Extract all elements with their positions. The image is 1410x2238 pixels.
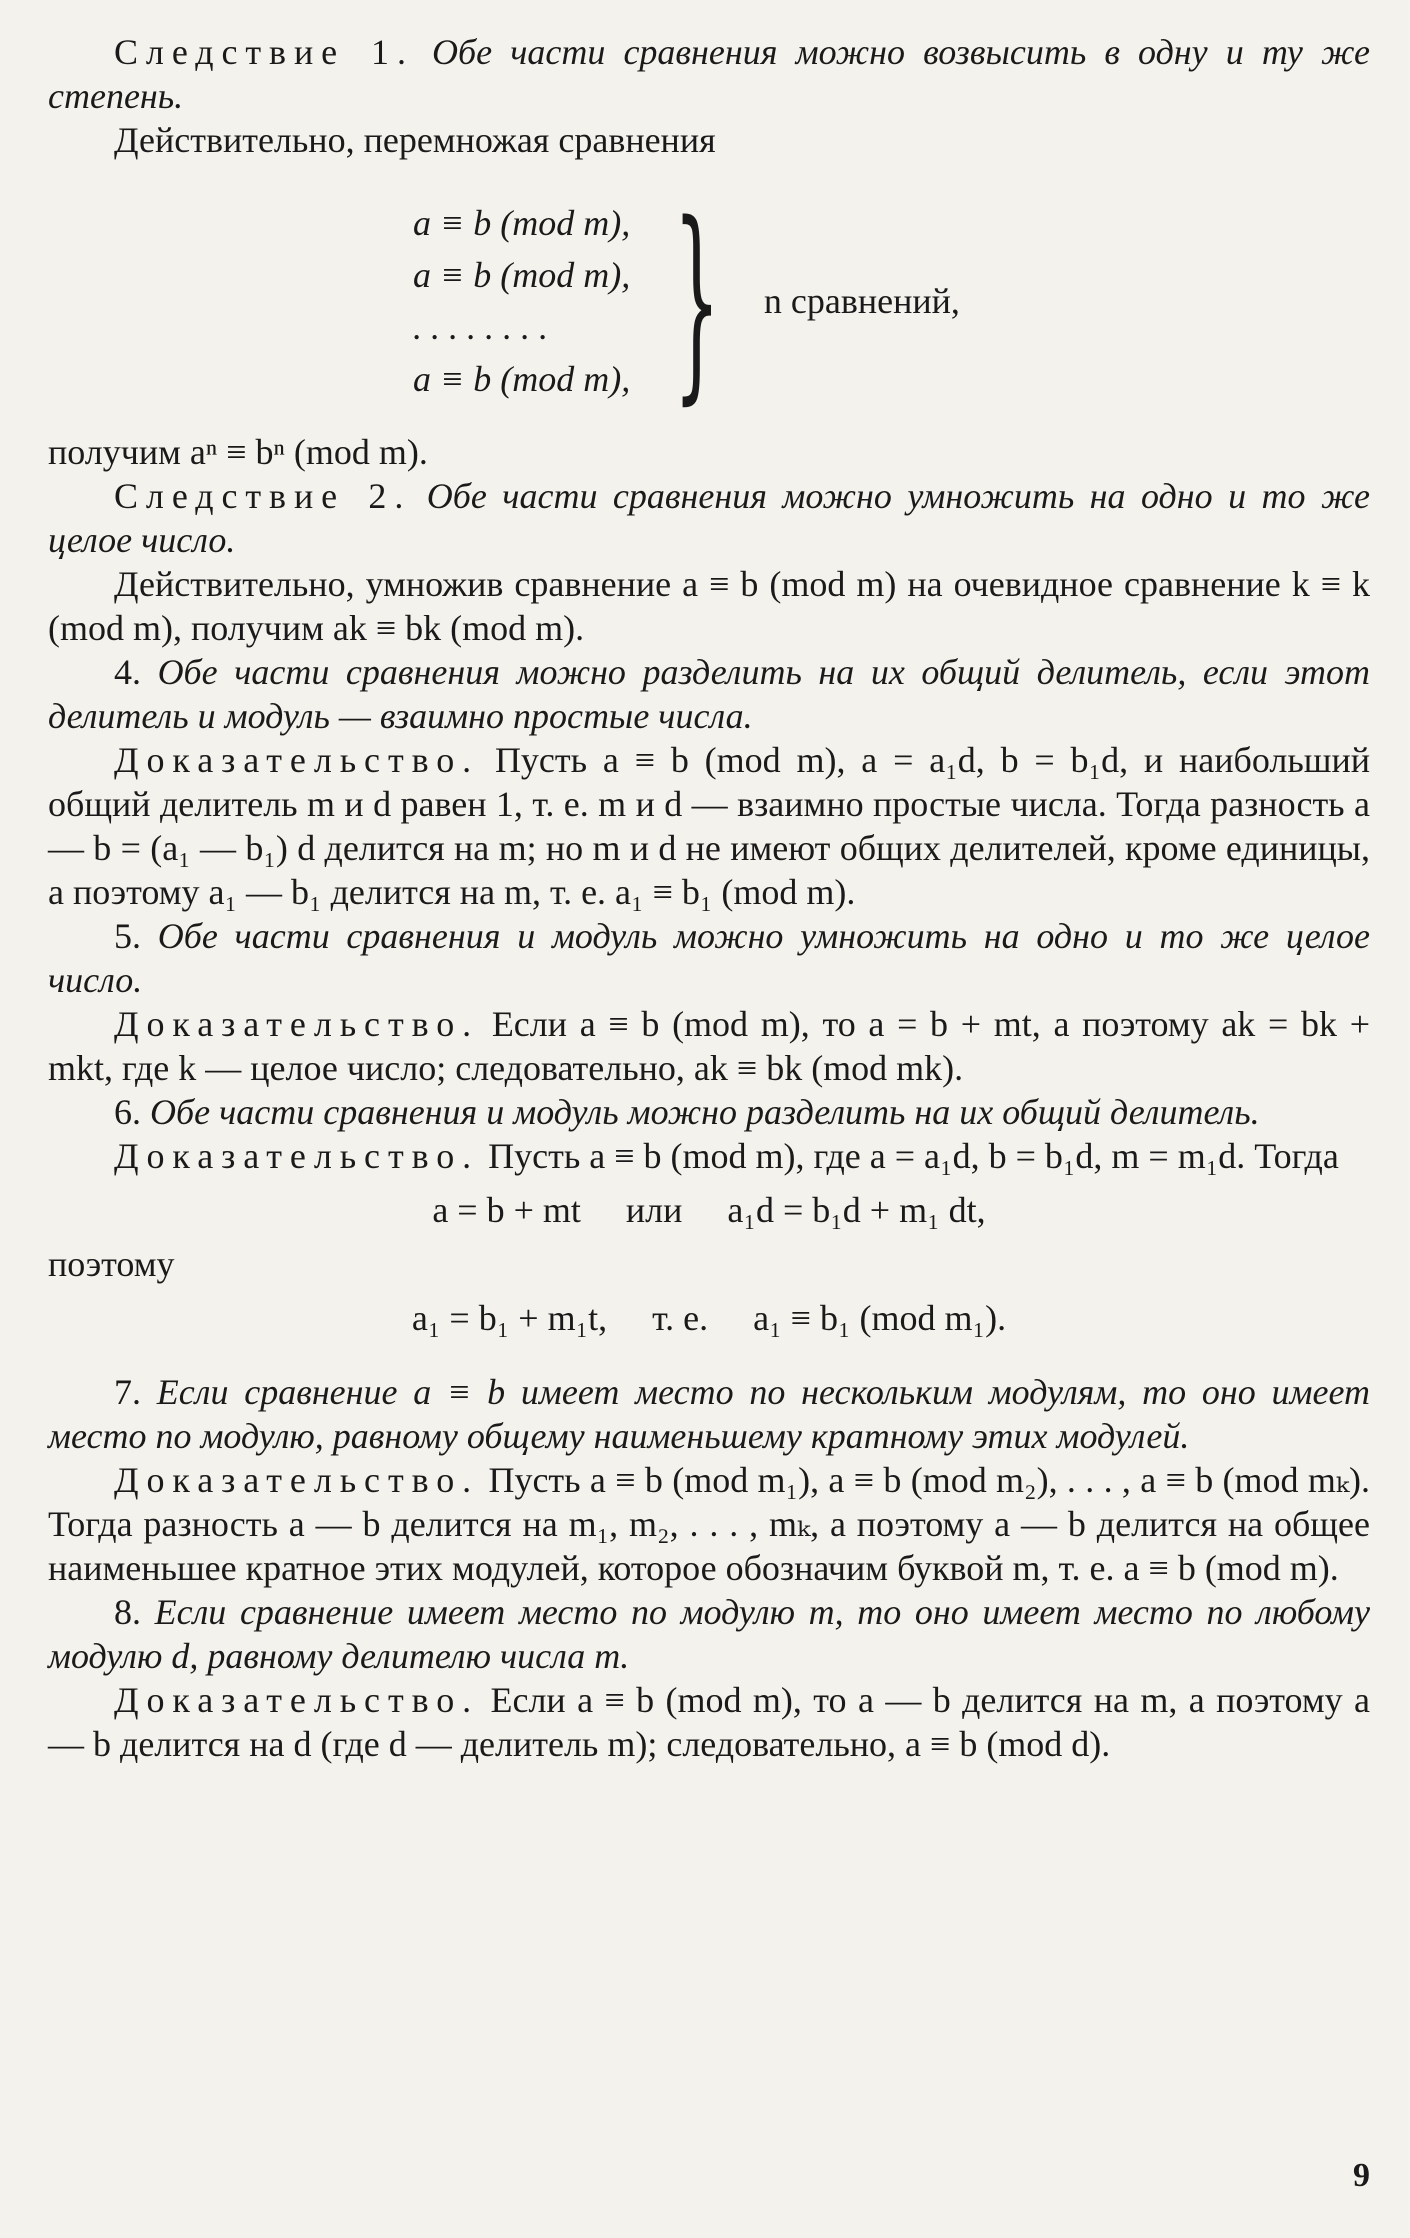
property-7: [48, 1370, 1370, 1458]
property-7-proof-text: Пусть a ≡ b (mod m₁), a ≡ b (mod m₂), . . . , a ≡ b (mod mₖ). Тогда разность a — b делится на m₁, m₂, . . . , mₖ, а поэтому a — b делится на общее наименьшее кратное этих модулей, которое обозначим буквой m, т. е. a ≡ b (mod m).: [48, 1460, 1370, 1588]
property-6-statement: Обе части сравнения и модуль можно разделить на их общий делитель.: [150, 1092, 1260, 1132]
corollary-1-heading: Следствие 1.: [114, 32, 414, 72]
property-8-number: 8.: [114, 1592, 141, 1632]
system-label: n сравнений,: [763, 281, 960, 321]
property-4-statement: Обе части сравнения можно разделить на их общий делитель, если этот делитель и модуль — взаимно простые числа.: [48, 652, 1370, 736]
system-line: . . . . . . . .: [413, 307, 548, 347]
property-6-equation-2: a₁ = b₁ + m₁t, т. е. a₁ ≡ b₁ (mod m₁).: [411, 1298, 1007, 1338]
property-7-statement: Если сравнение a ≡ b имеет место по нескольким модулям, то оно имеет место по модулю, равному общему наименьшему кратному этих модулей.: [48, 1372, 1370, 1456]
property-5-proof-text: Если a ≡ b (mod m), то a = b + mt, а поэтому ak = bk + mkt, где k — целое число; следовательно, ak ≡ bk (mod mk).: [48, 1004, 1370, 1088]
property-6-equation-1: a = b + mt или a₁d = b₁d + m₁ dt,: [432, 1190, 986, 1230]
system-lines: [413, 197, 630, 405]
corollary-2: [48, 474, 1370, 562]
property-4-number: 4.: [114, 652, 141, 692]
proof-heading: Доказательство.: [114, 740, 480, 780]
page-number: 9: [1353, 2157, 1370, 2194]
property-6-proof-text: Пусть a ≡ b (mod m), где a = a₁d, b = b₁d, m = m₁d. Тогда: [488, 1136, 1339, 1176]
property-6-so: поэтому: [48, 1244, 175, 1284]
property-4: [48, 650, 1370, 738]
property-5-number: 5.: [114, 916, 141, 956]
corollary-2-proof: Действительно, умножив сравнение a ≡ b (mod m) на очевидное сравнение k ≡ k (mod m), получим ak ≡ bk (mod m).: [48, 564, 1370, 648]
system-line: a ≡ b (mod m),: [413, 359, 631, 399]
proof-heading: Доказательство.: [114, 1136, 480, 1176]
system-line: a ≡ b (mod m),: [413, 255, 631, 295]
property-8-statement: Если сравнение имеет место по модулю m, то оно имеет место по любому модулю d, равному делителю числа m.: [48, 1592, 1370, 1676]
property-8-proof-text: Если a ≡ b (mod m), то a — b делится на m, а поэтому a — b делится на d (где d — делитель m); следовательно, a ≡ b (mod d).: [48, 1680, 1370, 1764]
proof-heading: Доказательство.: [114, 1004, 480, 1044]
property-7-number: 7.: [114, 1372, 141, 1412]
right-brace: }: [673, 178, 721, 423]
property-6: [48, 1090, 1370, 1134]
system-line: a ≡ b (mod m),: [413, 203, 631, 243]
property-7-proof: [48, 1458, 1370, 1590]
property-5-proof: [48, 1002, 1370, 1090]
corollary-2-heading: Следствие 2.: [114, 476, 412, 516]
corollary-2-statement: Обе части сравнения можно умножить на одно и то же целое число.: [48, 476, 1371, 560]
property-4-proof-text: Пусть a ≡ b (mod m), a = a₁d, b = b₁d, и наибольший общий делитель m и d равен 1, т. е. m и d — взаимно простые числа. Тогда разность a — b = (a₁ — b₁) d делится на m; но m и d не имеют общих делителей, кроме единицы, а поэтому a₁ — b₁ делится на m, т. е. a₁ ≡ b₁ (mod m).: [48, 740, 1370, 912]
page-content: [48, 30, 1370, 1766]
corollary-1-proof: Действительно, перемножая сравнения: [114, 120, 716, 160]
property-6-number: 6.: [114, 1092, 141, 1132]
congruence-system: [413, 178, 1370, 423]
corollary-1: [48, 30, 1370, 118]
proof-heading: Доказательство.: [114, 1460, 480, 1500]
property-8: [48, 1590, 1370, 1678]
property-5: [48, 914, 1370, 1002]
corollary-1-result: получим aⁿ ≡ bⁿ (mod m).: [48, 432, 428, 472]
corollary-1-statement: Обе части сравнения можно возвысить в одну и ту же степень.: [48, 32, 1371, 116]
proof-heading: Доказательство.: [114, 1680, 480, 1720]
property-5-statement: Обе части сравнения и модуль можно умножить на одно и то же целое число.: [48, 916, 1370, 1000]
property-8-proof: [48, 1678, 1370, 1766]
property-6-proof: [48, 1134, 1370, 1178]
property-4-proof: [48, 738, 1370, 914]
